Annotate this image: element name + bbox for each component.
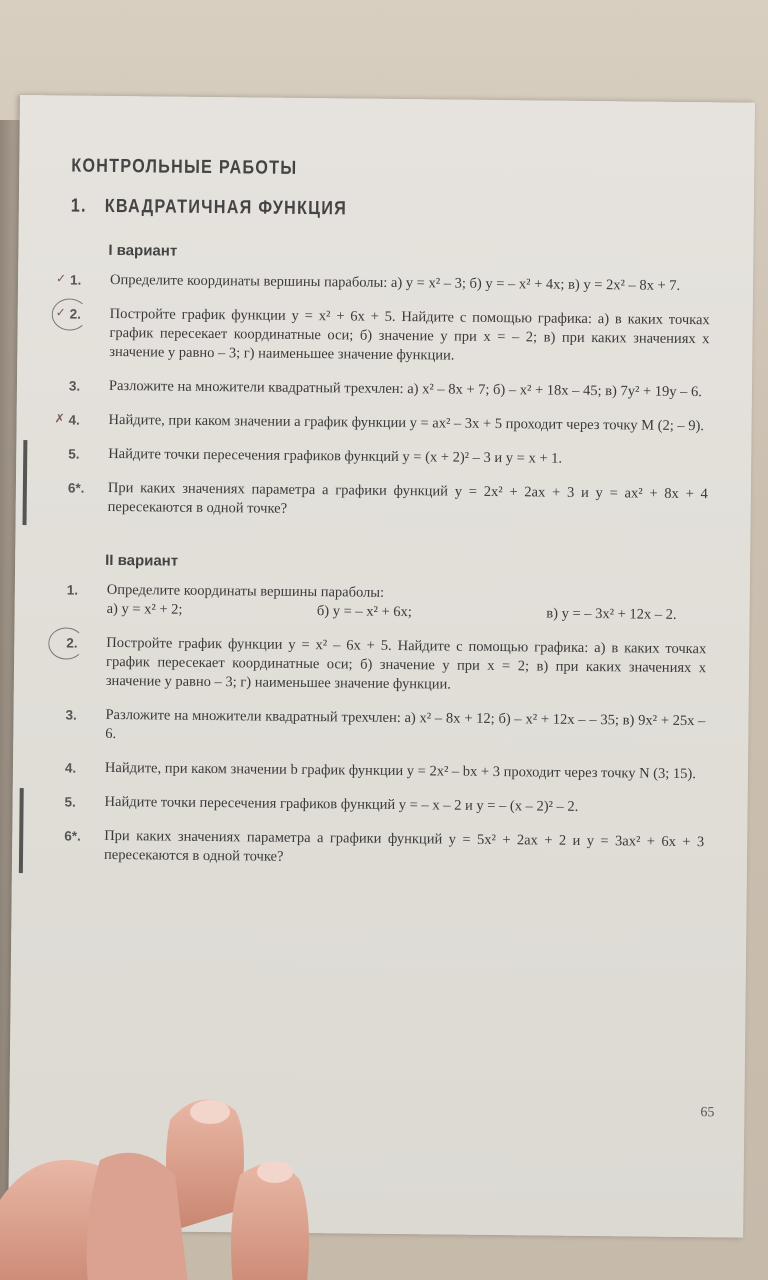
check-mark-icon: ✓ [55, 305, 66, 320]
task-body [107, 581, 707, 625]
v1-task-4 [54, 411, 708, 437]
v2-task-4 [65, 759, 705, 785]
task-text: Найдите точки пересечения графиков функций y = – x – 2 и y = – (x – 2)² – 2. [104, 793, 579, 815]
v1-task-6 [68, 479, 708, 524]
chapter-heading [71, 196, 615, 224]
v1-task-3 [69, 377, 709, 403]
task-text: При каких значениях параметра a графики функций y = 5x² + 2ax + 2 и y = 3ax² + 6x + 3 пересекаются в одной точке? [103, 827, 705, 865]
section-title: КОНТРОЛЬНЫЕ РАБОТЫ [71, 155, 298, 179]
task-text: Определите координаты вершины параболы: [106, 581, 385, 601]
task-number: 4. [64, 760, 77, 776]
v2-task-2 [66, 634, 707, 698]
difficulty-bar [19, 788, 24, 873]
task-text: Определите координаты вершины параболы: а) y = x² – 3; б) y = – x² + 4x; в) y = 2x² – 8x + 7. [109, 271, 681, 294]
option-a: а) y = x² + 2; [106, 600, 183, 618]
task-number: 5. [68, 446, 80, 462]
option-b: б) y = – x² + 6x; [316, 603, 412, 621]
task-number: 6*. [64, 828, 81, 844]
option-c: в) y = – 3x² + 12x – 2. [546, 605, 677, 623]
page-content [54, 155, 712, 887]
chapter-title: КВАДРАТИЧНАЯ ФУНКЦИЯ [104, 195, 348, 220]
task-number: 4. [68, 412, 80, 428]
task-text: Найдите точки пересечения графиков функций y = (x + 2)² – 3 и y = x + 1. [108, 445, 563, 467]
task-text: Найдите, при каком значении b график функции y = 2x² – bx + 3 проходит через точку N (3; 15). [104, 759, 696, 783]
v2-task-3 [65, 706, 705, 751]
task-number: 6*. [67, 480, 85, 496]
task-number: 5. [64, 794, 76, 810]
pencil-circle-icon [48, 627, 84, 659]
task-text: Постройте график функции y = x² + 6x + 5. Найдите с помощью графика: а) в каких точках график пересекает координатные оси; б) значение y при x = – 2; в) при каких значениях x значение y равно – 3; г) наименьшее значение функции. [109, 305, 710, 364]
task-text: Разложите на множители квадратный трехчлен: а) x² – 8x + 7; б) – x² + 18x – 45; в) 7y² + 19y – 6. [108, 377, 702, 401]
check-mark-icon: ✓ [56, 271, 67, 286]
hand-fingers-image [0, 1080, 360, 1280]
book-page [8, 95, 755, 1238]
task-number: 1. [69, 272, 82, 288]
variant-1-title: I вариант [108, 241, 178, 260]
cross-mark-icon: ✗ [54, 411, 65, 426]
v1-task-5 [68, 445, 708, 471]
task-text: При каких значениях параметра a графики функций y = 2x² + 2ax + 3 и y = ax² + 8x + 4 пересекаются в одной точке? [107, 479, 708, 517]
task-number: 3. [65, 707, 77, 723]
difficulty-bar [22, 440, 27, 525]
task-number: 1. [66, 582, 79, 598]
task-number: 2. [69, 306, 82, 322]
v2-task-5 [64, 793, 704, 819]
task-text: Разложите на множители квадратный трехчлен: а) x² – 8x + 12; б) – x² + 12x – – 35; в) 9x² + 25x – 6. [105, 706, 706, 743]
v1-task-2 [55, 305, 710, 369]
task-number: 3. [68, 378, 81, 394]
v2-task-6 [64, 827, 704, 872]
chapter-number: 1. [70, 195, 87, 217]
task-text: Постройте график функции y = x² – 6x + 5. Найдите с помощью графика: а) в каких точках график пересекает координатные оси; б) значение y при x = 2; в) при каких значениях x значение y равно – 3; г) наименьшее значение функции. [105, 634, 707, 693]
task-text: Найдите, при каком значении a график функции y = ax² – 3x + 5 проходит через точку M (2; – 9). [108, 411, 705, 435]
variant-2-title: II вариант [105, 551, 179, 570]
v2-task-1 [67, 581, 707, 626]
task-number: 2. [66, 635, 78, 651]
page-number: 65 [700, 1105, 715, 1121]
v1-task-1 [56, 271, 710, 297]
